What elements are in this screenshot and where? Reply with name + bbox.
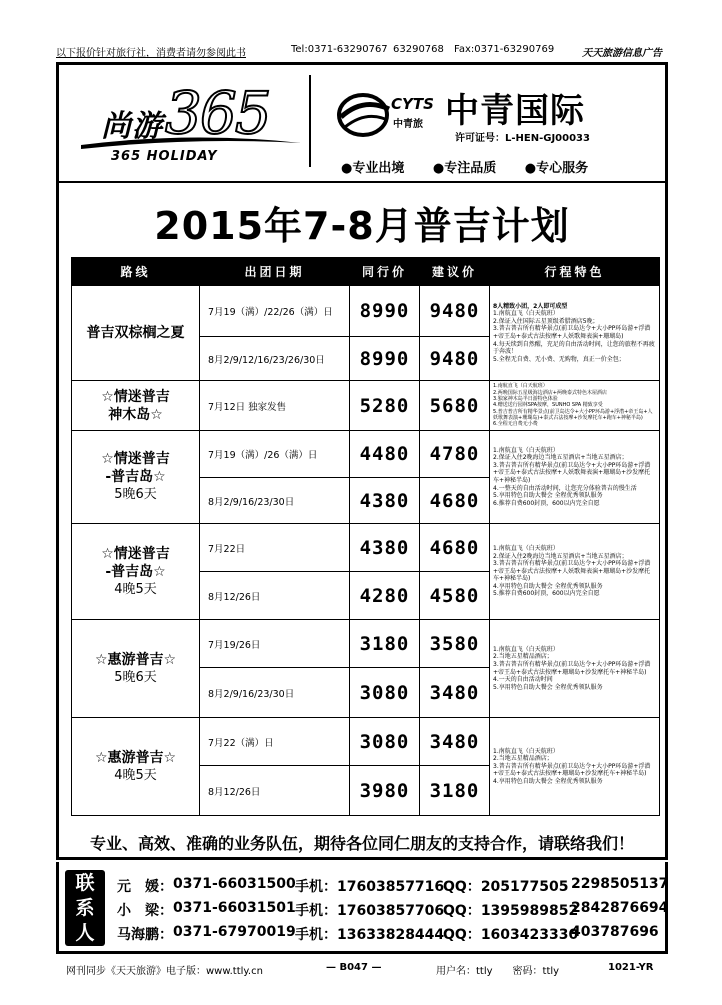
logo-cn-text: 尚游 [101,109,163,144]
table-row [72,620,660,668]
contact-phone: 0371-66031500 [173,876,296,892]
date-cell: 8月2/9/16/23/30日 [200,478,350,524]
features-cell: 1.南航直飞（白天航班） 2.当地五星精品酒店； 3.普吉普吉所有精华景点(前卫岛达令+大小PP环岛游+浮潜+帝王岛+泰式古法按摩+珊瑚岛+沙发摩托车+神秘半岛) 4.享用特色自助大餐会 全程优秀领队服务 [490,718,660,816]
contact-phone: 0371-66031501 [173,900,296,916]
contact-name: 小 梁： [117,903,173,919]
cyts-cn-text: 中青旅 [393,119,423,130]
peer-price-cell: 5280 [350,381,420,431]
features-cell: 1.南航直飞（白天航班） 2.当地五星精品酒店； 3.普吉普吉所有精华景点(前卫岛达令+大小PP环岛游+浮潜+帝王岛+泰式古法按摩+珊瑚岛+沙发摩托车+神秘半岛) 4.一天的自由活动时间 5.享用特色自助大餐会 全程优秀领队服务 [490,620,660,718]
route-cell: ☆情迷普吉 -普吉岛☆ 5晚6天 [72,431,200,524]
contact-name: 元 媛： [117,879,173,895]
top-info-line [56,44,668,60]
header-peer-price: 同行价 [350,258,420,286]
table-row [72,524,660,572]
retail-price-cell: 3480 [420,718,490,766]
logo-number: 365 [165,79,270,147]
shangyou-365-logo [81,79,311,169]
contact-mobile: 手机：13633828444 [295,927,445,943]
retail-price-cell: 4780 [420,431,490,478]
retail-price-cell: 3180 [420,766,490,816]
retail-price-cell: 5680 [420,381,490,431]
feature-item: ●专业出境 [341,161,405,176]
features-cell: 1.南航直飞（白天航班） 2.保证入住2晚海边当地五星酒店+当地五星酒店； 3.普吉普吉所有精华景点(前卫岛达令+大小PP环岛游+浮潜+帝王岛+泰式古法按摩+人妖歌舞表演+珊瑚岛+沙发摩托车+神秘半岛) 4.一整天的自由活动时间，让您充分体验普吉的慢生活 5.享用特色自助大餐会 全程优秀领队服务 6.推荐自费600封顶，600以内完全自愿 [490,431,660,524]
logo-header [59,65,665,183]
contact-mobile: 手机：17603857716 [295,879,445,895]
logo-en-text: 365 HOLIDAY [111,149,218,164]
retail-price-cell: 9480 [420,337,490,381]
issue-code: 1021-YR [608,962,654,973]
date-cell: 7月19（满）/26（满）日 [200,431,350,478]
contact-qq: QQ：1395989852 [443,903,579,919]
notice-text: 以下报价针对旅行社，消费者请勿参阅此书 [56,48,246,59]
date-cell: 8月2/9/12/16/23/26/30日 [200,337,350,381]
contact-qq2: 403787696 [571,924,659,940]
company-name: 中青国际 [445,91,585,131]
footer-login: 用户名：ttly 密码：ttly [436,966,560,977]
peer-price-cell: 4480 [350,431,420,478]
contact-name: 马海鹏： [117,927,173,943]
table-row [72,431,660,478]
date-cell: 8月12/26日 [200,766,350,816]
contact-mobile: 手机：17603857706 [295,903,445,919]
cyts-en-text: CYTS [391,95,434,113]
retail-price-cell: 9480 [420,286,490,337]
peer-price-cell: 4380 [350,478,420,524]
retail-price-cell: 4680 [420,478,490,524]
peer-price-cell: 8990 [350,337,420,381]
route-cell: ☆情迷普吉 -普吉岛☆ 4晚5天 [72,524,200,620]
peer-price-cell: 8990 [350,286,420,337]
peer-price-cell: 3080 [350,718,420,766]
features-cell: 1.南航直飞（白天航班） 2.保证入住2晚海边当地五星酒店+当地五星酒店； 3.普吉普吉所有精华景点(前卫岛达令+大小PP环岛游+浮潜+帝王岛+泰式古法按摩+人妖歌舞表演+珊瑚岛+沙发摩托车+神秘半岛) 4.享用特色自助大餐会 全程优秀领队服务 5.推荐自费600封顶，600以内完全自愿 [490,524,660,620]
route-cell: ☆惠游普吉☆ 5晚6天 [72,620,200,718]
route-cell: ☆惠游普吉☆ 4晚5天 [72,718,200,816]
peer-price-cell: 4280 [350,572,420,620]
date-cell: 7月12日 独家发售 [200,381,350,431]
table-header-row [72,258,660,286]
header-features: 行程特色 [490,258,660,286]
table-row [72,286,660,337]
feature-list [341,157,661,176]
features-cell: 1.南航直飞（白天航班） 2.两晚国际五星级海边酒店+两晚泰式特色木屋酒店 3.独家神木岛半日游特色体验 4.赠送送行园林SPA按摩，SUNHO SPA 精致享受 5.普吉普吉所有精华景点(前卫岛达令+大小PP环岛游+浮潜+帝王岛+人妖歌舞表演+珊瑚岛)+泰式古法按摩+沙发摩托车+跑车+神秘半岛) 6.全程无自费无小费 [490,381,660,431]
date-cell: 7月19/26日 [200,620,350,668]
fax-text: Fax:0371-63290769 [454,44,555,55]
contact-box [56,862,668,954]
footer-line [56,962,668,978]
page-title: 2015年7-8月普吉计划 [154,204,570,248]
cyts-globe-icon [335,87,395,141]
page-number: — B047 — [326,962,382,973]
contact-qq2: 2298505137 [571,876,669,892]
peer-price-cell: 3180 [350,620,420,668]
logo-divider [309,75,311,167]
contact-badge: 联 系 人 [65,870,105,946]
phone-text-2: 63290768 [393,44,444,55]
date-cell: 8月12/26日 [200,572,350,620]
header-date: 出团日期 [200,258,350,286]
header-route: 路线 [72,258,200,286]
license-number: 许可证号：L-HEN-GJ00033 [455,133,590,144]
feature-item: ●专注品质 [432,161,497,176]
contact-qq: QQ：205177505 [443,879,569,895]
retail-price-cell: 4680 [420,524,490,572]
date-cell: 7月22（满）日 [200,718,350,766]
retail-price-cell: 3480 [420,668,490,718]
table-row [72,718,660,766]
peer-price-cell: 3080 [350,668,420,718]
contact-qq: QQ：1603423330 [443,927,579,943]
phone-text: Tel:0371-63290767 [291,44,388,55]
contact-qq2: 2842876694 [571,900,669,916]
main-frame [56,62,668,860]
features-cell: 8人精致小团，2人即可成型 1.南航直飞（白天航班） 2.保证入住国际五星顶级希腊酒店5晚； 3.普吉普吉所有精华景点(前卫岛达令+大小PP环岛游+浮潜+帝王岛+泰式古法按摩+人妖歌舞表演+珊瑚岛) 4.每天续到自然醒，充足的自由活动时间，让您的旅程不再疲于奔波！ 5.全程无自费、无小费、无购物，真正一价全包； [490,286,660,381]
date-cell: 7月22日 [200,524,350,572]
date-cell: 8月2/9/16/23/30日 [200,668,350,718]
table-row [72,381,660,431]
peer-price-cell: 3980 [350,766,420,816]
brand-tag: 天天旅游信息广告 [582,48,662,59]
feature-item: ●专心服务 [524,161,589,176]
retail-price-cell: 4580 [420,572,490,620]
itinerary-table [71,257,660,816]
route-cell: ☆情迷普吉 神木岛☆ [72,381,200,431]
retail-price-cell: 3580 [420,620,490,668]
date-cell: 7月19（满）/22/26（满）日 [200,286,350,337]
header-retail-price: 建议价 [420,258,490,286]
peer-price-cell: 4380 [350,524,420,572]
contact-phone: 0371-67970019 [173,924,296,940]
route-cell: 普吉双棕榈之夏 [72,286,200,381]
slogan-text: 专业、高效、准确的业务队伍，期待各位同仁朋友的支持合作，请联络我们！ [89,834,634,853]
footer-website: 网刊同步《天天旅游》电子版：www.ttly.cn [66,966,263,977]
